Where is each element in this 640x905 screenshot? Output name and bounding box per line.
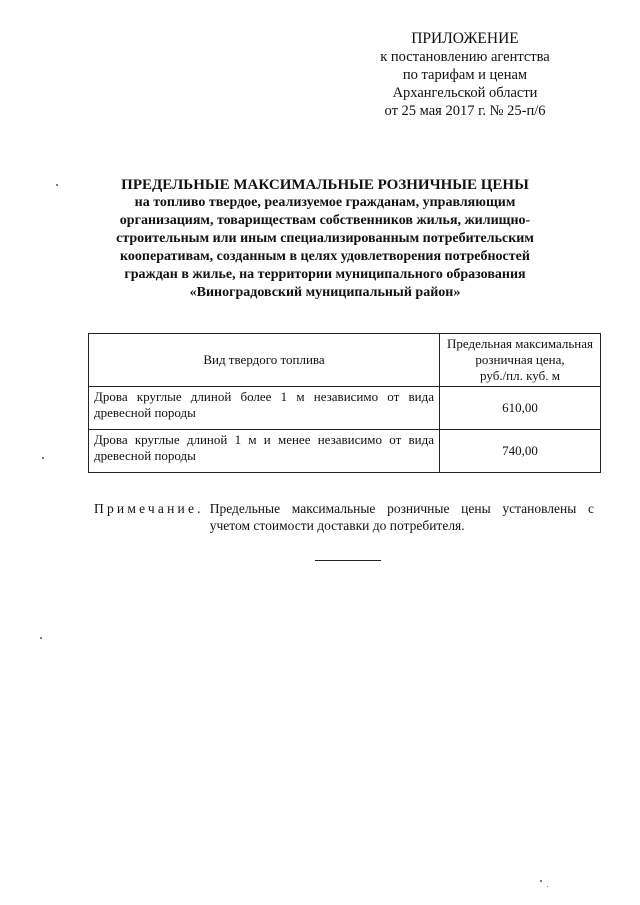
closing-rule <box>315 560 381 561</box>
note-label: Примечание. <box>94 501 204 516</box>
fuel-type-cell: Дрова круглые длиной 1 м и менее независимо от вида древесной породы <box>89 430 440 473</box>
price-table <box>88 333 601 473</box>
title-main: ПРЕДЕЛЬНЫЕ МАКСИМАЛЬНЫЕ РОЗНИЧНЫЕ ЦЕНЫ <box>121 177 529 193</box>
header-price-line: руб./пл. куб. м <box>480 368 560 383</box>
header-price-line: Предельная максимальная <box>446 336 593 351</box>
table-header-row <box>89 334 601 387</box>
title-line: «Виноградовский муниципальный район» <box>189 285 461 300</box>
table-row <box>89 387 601 430</box>
appendix-date-line: от 25 мая 2017 г. № 25-п/6 <box>384 103 546 119</box>
header-fuel-type: Вид твердого топлива <box>89 334 440 387</box>
header-price <box>440 334 601 387</box>
fuel-type-cell: Дрова круглые длиной более 1 м независимо от вида древесной породы <box>89 387 440 430</box>
title-line: граждан в жилье, на территории муниципального образования <box>124 267 526 282</box>
appendix-header <box>360 30 570 120</box>
title-line: кооперативам, созданным в целях удовлетворения потребностей <box>120 249 530 264</box>
header-price-line: розничная цена, <box>475 352 565 367</box>
appendix-heading: ПРИЛОЖЕНИЕ <box>411 30 519 47</box>
appendix-line: Архангельской области <box>392 85 538 101</box>
note-text: Предельные максимальные розничные цены установлены с учетом стоимости доставки до потребителя. <box>209 501 594 533</box>
document-title <box>60 176 590 302</box>
appendix-line: к постановлению агентства <box>380 49 550 65</box>
title-line: строительным или иным специализированным потребительским <box>116 231 534 246</box>
scan-speck <box>42 457 44 459</box>
table-row <box>89 430 601 473</box>
title-line: на топливо твердое, реализуемое гражданам, управляющим <box>134 195 516 210</box>
title-line: организациям, товариществам собственников жилья, жилищно- <box>119 213 531 228</box>
scan-speck <box>40 637 42 639</box>
appendix-line: по тарифам и ценам <box>402 67 528 83</box>
scan-speck <box>540 880 542 882</box>
scan-speck <box>56 184 58 186</box>
note <box>94 500 594 534</box>
scan-speck <box>547 886 548 887</box>
price-cell: 610,00 <box>440 387 601 430</box>
price-cell: 740,00 <box>440 430 601 473</box>
